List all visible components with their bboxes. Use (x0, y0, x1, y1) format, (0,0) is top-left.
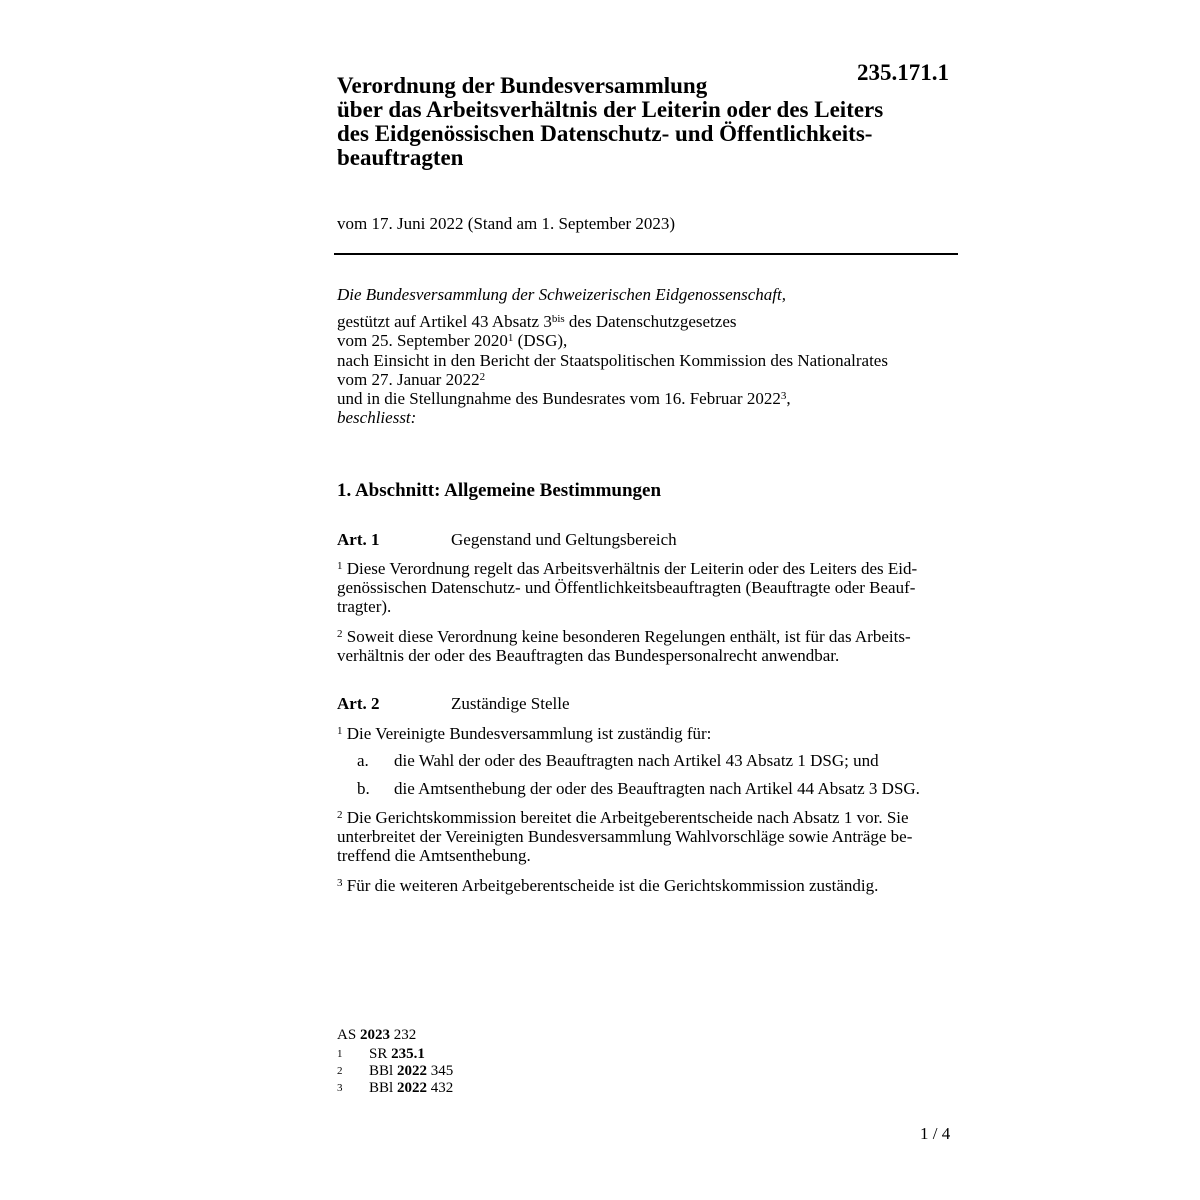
title-line: beauftragten (337, 145, 464, 170)
footnote (337, 1080, 453, 1096)
list-item-a (357, 751, 957, 771)
footnote-bold: 235.1 (391, 1046, 425, 1062)
title-line: des Eidgenössischen Datenschutz- und Öffentlichkeits- (337, 121, 873, 146)
footnote (337, 1063, 453, 1079)
para-line (337, 627, 957, 646)
footnote-bold: 2022 (396, 1080, 427, 1096)
list-text: die Amtsenthebung der oder des Beauftragten nach Artikel 44 Absatz 3 DSG. (394, 779, 920, 798)
art2-paragraph-1 (337, 724, 957, 743)
para-number: 3 (337, 877, 343, 889)
para-line (337, 559, 957, 578)
footnote-number: 1 (337, 1048, 343, 1060)
footnote-ref[interactable]: 3 (780, 390, 787, 403)
preamble-text: vom 25. September 2020 (337, 331, 508, 351)
preamble-text: vom 27. Januar 2022 (337, 369, 480, 389)
as-prefix: AS (337, 1027, 360, 1043)
section-title: 1. Abschnitt: Allgemeine Bestimmungen (337, 480, 662, 501)
para-number: 2 (337, 628, 343, 640)
title-rule (334, 253, 958, 255)
as-page: 232 (389, 1027, 417, 1043)
footnote (337, 1046, 425, 1062)
date-line: vom 17. Juni 2022 (Stand am 1. September 2023) (337, 214, 676, 233)
art-title: Zuständige Stelle (451, 694, 570, 713)
para-text: Diese Verordnung regelt das Arbeitsverhältnis der Leiterin oder des Leiters des Eid- (346, 559, 918, 578)
title-line: Verordnung der Bundesversammlung (337, 73, 708, 98)
preamble-line (337, 312, 957, 331)
footnote-rest: 432 (426, 1080, 454, 1096)
preamble-text: gestützt auf Artikel 43 Absatz 3 (337, 312, 552, 332)
list-label: b. (357, 779, 370, 798)
footnote-number: 3 (337, 1082, 343, 1094)
para-text: Für die weiteren Arbeitgeberentscheide ist die Gerichtskommission zuständig. (346, 876, 879, 895)
para-line: treffend die Amtsenthebung. (337, 846, 531, 866)
art2-paragraph-3 (337, 876, 957, 895)
art1-paragraph-2 (337, 627, 957, 665)
para-text: Die Vereinigte Bundesversammlung ist zuständig für: (346, 724, 712, 743)
list-item-b (357, 779, 957, 799)
superscript-bis: bis (551, 313, 565, 326)
preamble-text: (DSG), (513, 331, 568, 351)
preamble-text: , (786, 389, 791, 409)
preamble-line (337, 331, 957, 350)
preamble-line (337, 370, 957, 389)
footnote-ref[interactable]: 1 (507, 332, 514, 345)
art1-paragraph-1 (337, 559, 957, 617)
footnote-prefix: BBl (369, 1063, 397, 1079)
para-text: Die Gerichtskommission bereitet die Arbeitgeberentscheide nach Absatz 1 vor. Sie (346, 808, 909, 827)
para-number: 1 (337, 560, 343, 572)
sr-number: 235.171.1 (857, 60, 949, 85)
art-number: Art. 1 (337, 530, 380, 549)
list-label: a. (357, 751, 369, 770)
art1-heading (337, 530, 677, 550)
preamble-line: nach Einsicht in den Bericht der Staatspolitischen Kommission des Nationalrates (337, 350, 888, 370)
art2-heading (337, 694, 570, 714)
para-line: verhältnis der oder des Beauftragten das Bundespersonalrecht anwendbar. (337, 646, 840, 666)
title-line: über das Arbeitsverhältnis der Leiterin oder des Leiters (337, 97, 884, 122)
para-line: genössischen Datenschutz- und Öffentlichkeitsbeauftragten (Beauftragte oder Beauf- (337, 578, 916, 598)
page-number: 1 / 4 (920, 1124, 951, 1143)
art-number: Art. 2 (337, 694, 380, 713)
art2-paragraph-2 (337, 808, 957, 866)
list-text: die Wahl der oder des Beauftragten nach Artikel 43 Absatz 1 DSG; und (394, 751, 879, 770)
as-year: 2023 (359, 1027, 390, 1043)
preamble-resolves: beschliesst: (337, 408, 417, 428)
footnote-rest: 345 (426, 1063, 454, 1079)
preamble-line (337, 389, 957, 408)
preamble (337, 285, 957, 427)
preamble-text: und in die Stellungnahme des Bundesrates vom 16. Februar 2022 (337, 389, 781, 409)
art-title: Gegenstand und Geltungsbereich (451, 530, 677, 549)
para-line: tragter). (337, 597, 392, 617)
footnote-bold: 2022 (396, 1063, 427, 1079)
footnote-number: 2 (337, 1065, 343, 1077)
para-number: 2 (337, 809, 343, 821)
para-text: Soweit diese Verordnung keine besonderen Regelungen enthält, ist für das Arbeits- (346, 627, 911, 646)
footnote-ref[interactable]: 2 (479, 370, 486, 383)
footnote-prefix: SR (369, 1046, 392, 1062)
document-title (337, 74, 937, 170)
preamble-text: des Datenschutzgesetzes (564, 312, 737, 332)
preamble-authority: Die Bundesversammlung der Schweizerischen Eidgenossenschaft, (337, 285, 786, 304)
as-reference (337, 1027, 416, 1044)
para-line (337, 808, 957, 827)
para-number: 1 (337, 725, 343, 737)
footnote-prefix: BBl (369, 1080, 397, 1096)
para-line: unterbreitet der Vereinigten Bundesversammlung Wahlvorschläge sowie Anträge be- (337, 827, 913, 847)
